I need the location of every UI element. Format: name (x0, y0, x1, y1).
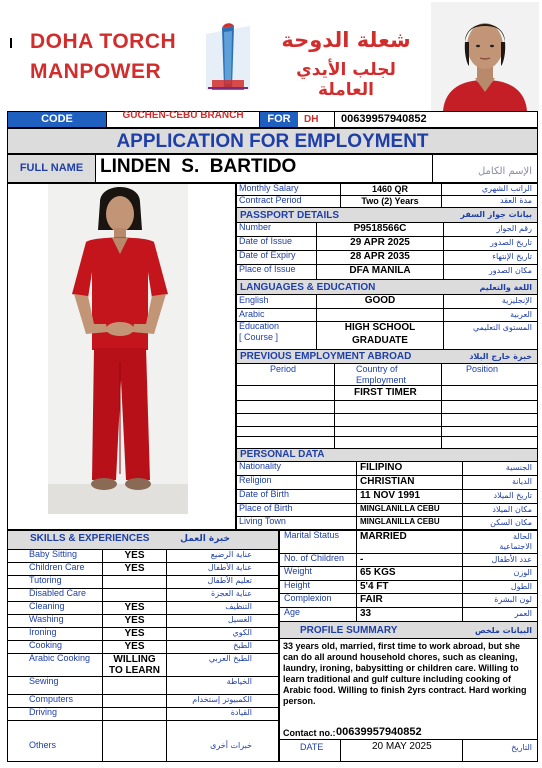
skill-value: YES (124, 563, 145, 574)
physical-row-label: Age (284, 607, 301, 617)
personal-row-arabic: مكان الميلاد (492, 505, 532, 514)
company-logo-text-line1: DOHA TORCH (30, 30, 177, 53)
personal-row-value: CHRISTIAN (360, 476, 415, 487)
code-label-cell: CODE (8, 112, 106, 127)
arabic-company-name-line2: لجلب الأيدي العاملة (296, 60, 396, 100)
skill-label: Washing (29, 614, 64, 624)
skill-arabic: عناية العجزة (211, 589, 252, 598)
passport-row-label: Date of Expiry (239, 250, 296, 260)
date-arabic: التاريخ (511, 743, 532, 752)
personal-row-label: Religion (239, 475, 272, 485)
skill-arabic: عناية الأطفال (207, 563, 252, 572)
company-logo-text-line2: MANPOWER (30, 60, 162, 83)
monthly-salary-value: 1460 QR (371, 184, 409, 194)
education-label-line2: [ Course ] (239, 332, 279, 342)
physical-row-value: - (360, 554, 364, 565)
skill-arabic: التنظيف (225, 602, 252, 611)
profile-summary-arabic: البيانات ملخص (474, 626, 532, 635)
personal-row-arabic: الجنسية (505, 463, 532, 472)
physical-row-label: Marital Status (284, 530, 340, 540)
col-country-line1: Country of (356, 364, 398, 374)
skill-arabic: الغسيل (227, 615, 252, 624)
contact-value: 00639957940852 (336, 726, 422, 738)
code-number: 00639957940852 (341, 113, 427, 125)
passport-row-label: Number (239, 222, 272, 232)
skill-value: YES (124, 602, 145, 613)
personal-row-value: MINGLANILLA CEBU (360, 517, 440, 526)
passport-section-title: PASSPORT DETAILS (240, 210, 340, 221)
physical-row-value: FAIR (360, 594, 383, 605)
torch-logo-icon (202, 22, 254, 94)
contract-period-label: Contract Period (239, 195, 302, 205)
skills-section-title: SKILLS & EXPERIENCES (30, 533, 150, 544)
physical-row-arabic: الحالة (513, 532, 532, 541)
date-label: DATE (300, 742, 324, 752)
employment-entry: FIRST TIMER (354, 387, 417, 398)
skill-label: Others (29, 740, 57, 750)
col-country-line2: Employment (356, 375, 407, 385)
personal-row-arabic: مكان السكن (490, 518, 532, 527)
skill-label: Driving (29, 707, 58, 717)
skill-label: Arabic Cooking (29, 653, 91, 663)
passport-row-arabic: تاريخ الصدور (490, 238, 532, 247)
personal-row-label: Nationality (239, 461, 282, 471)
skill-arabic: خبرات أخرى (210, 741, 252, 750)
physical-row-value: 5'4 FT (360, 581, 389, 592)
for-label-cell: FOR (260, 112, 298, 127)
passport-row-arabic: مكان الصدور (488, 266, 532, 275)
education-label-line1: Education (239, 321, 280, 331)
arabic-company-name-line1: شعلة الدوحة (281, 28, 411, 52)
passport-section-arabic: بيانات جواز السفر (460, 210, 532, 219)
skill-value: YES (124, 615, 145, 626)
personal-row-arabic: تاريخ الميلاد (493, 491, 532, 500)
personal-row-arabic: الديانة (511, 477, 532, 486)
col-period: Period (270, 364, 297, 374)
physical-row-value: 33 (360, 608, 372, 619)
skill-value: YES (124, 550, 145, 561)
skill-arabic: الكوي (232, 628, 252, 637)
personal-row-label: Living Town (239, 516, 286, 526)
previous-employment-arabic: خبرة خارج البلاد (469, 352, 532, 361)
skill-label: Disabled Care (29, 588, 87, 598)
personal-row-value: MINGLANILLA CEBU (360, 504, 440, 513)
skill-label: Sewing (29, 676, 59, 686)
skill-label: Cleaning (29, 601, 65, 611)
skill-value: YES (124, 628, 145, 639)
skill-arabic: الخياطة (226, 677, 252, 686)
english-arabic: الإنجليزية (501, 296, 532, 305)
full-name-label: FULL NAME (8, 155, 95, 182)
physical-row-arabic: العمر (514, 609, 532, 618)
personal-row-label: Date of Birth (239, 489, 290, 499)
branch-name: GUCHEN-CEBU BRANCH (122, 110, 244, 121)
applicant-full-body-photo (8, 184, 235, 529)
col-position: Position (466, 364, 499, 374)
skill-arabic: الكمبيوتر إستخدام (192, 695, 252, 704)
monthly-salary-arabic: الراتب الشهري (481, 184, 532, 193)
passport-row-arabic: تاريخ الإنتهاء (492, 252, 532, 261)
profile-summary-title: PROFILE SUMMARY (300, 625, 398, 636)
physical-row-arabic: الطول (510, 582, 532, 591)
english-label: English (239, 295, 269, 305)
date-value: 20 MAY 2025 (372, 741, 432, 752)
personal-row-label: Place of Birth (239, 503, 293, 513)
skill-arabic: عناية الرضيع (210, 550, 252, 559)
education-arabic: المستوى التعليمي (472, 323, 532, 332)
physical-row-label: No. of Children (284, 553, 345, 563)
contact-label: Contact no.: (283, 728, 336, 738)
education-value-line1: HIGH SCHOOL (344, 322, 416, 333)
passport-row-value: 28 APR 2035 (350, 251, 410, 262)
full-name-arabic: الإسم الكامل (477, 166, 532, 177)
arabic-language-label: Arabic (239, 309, 265, 319)
passport-row-value: DFA MANILA (349, 265, 411, 276)
passport-row-arabic: رقم الجواز (496, 224, 532, 233)
passport-row-label: Date of Issue (239, 236, 293, 246)
arabic-language-arabic: العربية (510, 310, 532, 319)
skill-arabic: الطبخ العربي (208, 654, 252, 663)
page-title: APPLICATION FOR EMPLOYMENT (116, 131, 429, 152)
skill-value: WILLING (113, 654, 156, 665)
skill-label: Ironing (29, 627, 57, 637)
languages-section-arabic: اللغة والتعليم (479, 283, 532, 292)
physical-row-label: Complexion (284, 593, 332, 603)
skill-value: YES (124, 641, 145, 652)
passport-row-value: 29 APR 2025 (350, 237, 410, 248)
skill-value: TO LEARN (109, 665, 160, 676)
contract-period-value: Two (2) Years (361, 196, 419, 206)
profile-summary-text: 33 years old, married, first time to work abroad, but she can do all around household chores, such as cleaning, laundry, ironing, babysitting or children care. Willing to learn traditional and gulf culture including cooking of Arabic food. Willing to finish 2yrs contract. Hard working person. (283, 641, 527, 706)
physical-row-arabic: عدد الأطفال (491, 555, 532, 564)
skills-section-arabic: خبرة العمل (180, 534, 230, 544)
contract-period-arabic: مدة العقد (500, 196, 532, 205)
languages-section-title: LANGUAGES & EDUCATION (240, 282, 376, 293)
skill-label: Tutoring (29, 575, 62, 585)
physical-row-value: MARRIED (360, 531, 407, 542)
physical-row-arabic: الوزن (513, 568, 532, 577)
skill-label: Cooking (29, 640, 63, 650)
physical-row-arabic-line2: الاجتماعية (499, 542, 532, 551)
previous-employment-title: PREVIOUS EMPLOYMENT ABROAD (240, 351, 412, 362)
skill-arabic: الطبخ (233, 641, 252, 650)
skill-label: Children Care (29, 562, 85, 572)
personal-data-title: PERSONAL DATA (240, 449, 325, 460)
skill-label: Computers (29, 694, 74, 704)
skill-arabic: تعليم الأطفال (207, 576, 252, 585)
monthly-salary-label: Monthly Salary (239, 183, 299, 193)
header-marker (10, 38, 12, 48)
education-value-line2: GRADUATE (352, 335, 408, 346)
physical-row-label: Height (284, 580, 311, 590)
full-name-value: LINDEN S. BARTIDO (100, 156, 297, 177)
physical-row-arabic: لون البشرة (494, 595, 532, 604)
skill-label: Baby Sitting (29, 549, 78, 559)
passport-row-value: P9518566C (353, 223, 407, 234)
skill-arabic: القيادة (230, 708, 252, 717)
applicant-headshot-photo (431, 2, 539, 111)
physical-row-value: 65 KGS (360, 567, 396, 578)
passport-row-label: Place of Issue (239, 264, 296, 274)
for-value: DH (304, 114, 319, 125)
english-value: GOOD (364, 295, 396, 306)
physical-row-label: Weight (284, 566, 312, 576)
personal-row-value: FILIPINO (360, 462, 403, 473)
personal-row-value: 11 NOV 1991 (360, 490, 421, 501)
